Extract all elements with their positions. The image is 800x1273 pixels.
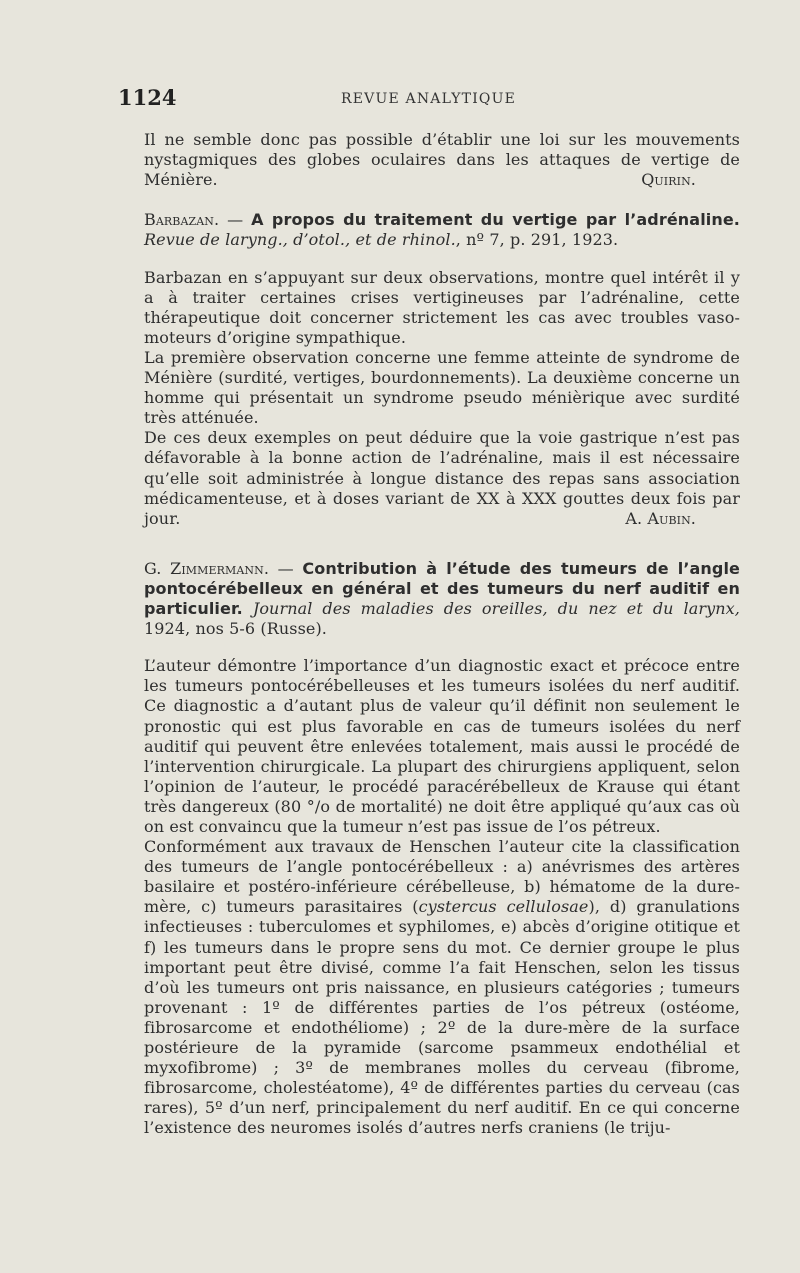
paragraph-text: Conformément aux travaux de Henschen l’auteur cite la classification des tumeurs de l’angle pontocérébelleux : a) anévrismes des artères basilaire et postéro-inférieure cérébelleuse, b) hématome de la dure-mère, c) tumeurs parasitaires ( xyxy=(144,837,740,917)
paragraph-text: Il ne semble donc pas possible d’établir une loi sur les mouvements nystagmiques des globes oculaires dans les attaques de vertige de Ménière. xyxy=(144,130,740,190)
page-body xyxy=(144,130,740,1139)
signature: Quirin. xyxy=(641,170,696,190)
paragraph xyxy=(144,837,740,1138)
paragraph: De ces deux exemples on peut déduire que la voie gastrique n’est pas défavorable à la bonne action de l’adrénaline, mais il est nécessaire qu’elle soit administrée à longue distance des repas sans association médicamenteuse, et à doses variant de XX à XXX gouttes deux fois par jour. xyxy=(144,428,740,528)
page-header xyxy=(118,85,742,111)
italic-term: cystercus cellulosae xyxy=(418,897,589,917)
paragraph: L’auteur démontre l’importance d’un diagnostic exact et précoce entre les tumeurs pontocérébelleuses et les tumeurs isolées du nerf auditif. Ce diagnostic a d’autant plus de valeur qu’il définit non seulement le pronostic qui est plus favorable en cas de tumeurs isolées du nerf auditif qui peuvent être enlevées totalement, mais aussi le procédé de l’intervention chirurgicale. La plupart des chirurgiens appliquent, selon l’opinion de l’auteur, le procédé paracérébelleux de Krause qui étant très dangereux (80 °/o de mortalité) ne doit être appliqué qu’aux cas où on est convaincu que la tumeur n’est pas issue de l’os pétreux. xyxy=(144,656,740,836)
article-heading xyxy=(144,559,740,639)
article-heading xyxy=(144,210,740,250)
signature: A. Aubin. xyxy=(625,508,696,528)
heading-dash: — xyxy=(219,210,252,230)
article-title: A propos du traitement du vertige par l’adrénaline. xyxy=(251,210,740,230)
running-head: REVUE ANALYTIQUE xyxy=(341,91,517,107)
article-journal: Revue de laryng., d’otol., et de rhinol. xyxy=(144,230,456,250)
page-number: 1124 xyxy=(118,85,177,110)
article-reference: 1924, nos 5-6 (Russe). xyxy=(144,619,327,639)
heading-dash: — xyxy=(269,558,303,578)
article-author: Barbazan. xyxy=(144,210,220,230)
paragraph: La première observation concerne une femme atteinte de syndrome de Ménière (surdité, vertiges, bourdonnements). La deuxième concerne un homme qui présentait un syndrome pseudo ménièrique avec surdité très atténuée. xyxy=(144,347,740,428)
article-author: G. Zimmermann. xyxy=(144,558,270,578)
article-reference: , nº 7, p. 291, 1923. xyxy=(455,230,619,250)
paragraph-text: ), d) granulations infectieuses : tuberculomes et syphilomes, e) abcès d’origine otitique et f) les tumeurs dans le propre sens du mot. Ce dernier groupe le plus important peut être divisé, comme l’a fait Henschen, selon les tissus d’où les tumeurs ont pris naissance, en plusieurs catégories ; tumeurs provenant : 1º de différentes parties de l’os pétreux (ostéome, fibrosarcome et endothéliome) ; 2º de la dure-mère de la surface postérieure de la pyramide (sarcome psammeux endothélial et myxofibrome) ; 3º de membranes molles du cerveau (fibrome, fibrosarcome, cholestéatome), 4º de différentes parties du cerveau (cas rares), 5º d’un nerf, principalement du nerf auditif. En ce qui concerne l’existence des neuromes isolés d’autres nerfs craniens (le triju- xyxy=(144,897,740,1138)
article-title: Contribution à l’étude des tumeurs de l’angle pontocérébelleux en général et des tumeurs du nerf auditif en particulier. xyxy=(144,558,740,619)
paragraph: Barbazan en s’appuyant sur deux observations, montre quel intérêt il y a à traiter certaines crises vertigineuses par l’adrénaline, cette thérapeutique doit concerner strictement les cas avec troubles vaso-moteurs d’origine sympathique. xyxy=(144,267,740,347)
article-journal: Journal des maladies des oreilles, du nez et du larynx, xyxy=(252,599,740,619)
